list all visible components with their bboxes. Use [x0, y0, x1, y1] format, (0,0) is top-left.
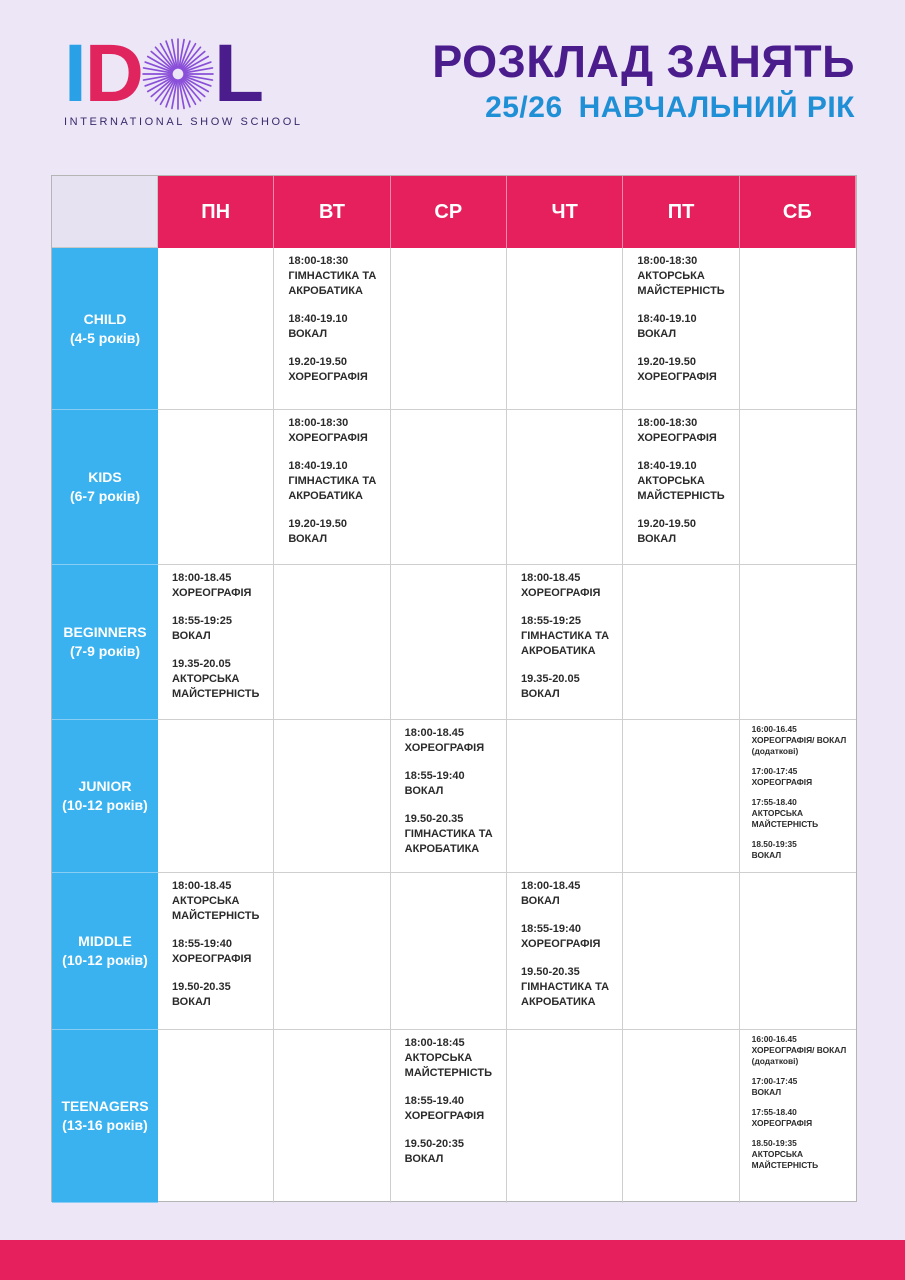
schedule-cell	[391, 720, 507, 873]
academic-year	[432, 88, 855, 128]
lesson-name: ВОКАЛ	[404, 785, 444, 797]
schedule-cell	[740, 248, 856, 410]
schedule-cell	[274, 248, 390, 410]
schedule-cell	[158, 565, 274, 720]
schedule-cell	[507, 873, 623, 1030]
lesson-entry	[288, 517, 379, 547]
schedule-cell	[507, 248, 623, 410]
group-age: (10-12 років)	[62, 952, 148, 968]
schedule-cell	[507, 410, 623, 565]
day-header: ЧТ	[507, 176, 623, 248]
lesson-time: 19.35-20.05	[172, 658, 231, 670]
lesson-entry	[288, 254, 379, 299]
schedule-cell	[391, 410, 507, 565]
lesson-time: 19.20-19.50	[637, 356, 697, 368]
lesson-time: 17:00-17:45	[751, 1076, 798, 1086]
group-name: BEGINNERS	[63, 624, 147, 640]
lesson-name: ХОРЕОГРАФІЯ	[288, 371, 368, 383]
lesson-name: ВОКАЛ	[751, 1087, 782, 1097]
schedule-cell	[507, 720, 623, 873]
schedule-cell	[623, 565, 739, 720]
bottom-bar	[0, 1240, 905, 1280]
schedule-cell	[158, 248, 274, 410]
lesson-entry	[752, 766, 852, 788]
lesson-time: 18:40-19.10	[637, 460, 697, 472]
lesson-time: 18:55-19:25	[521, 615, 581, 627]
schedule-cell	[623, 720, 739, 873]
schedule-cell	[274, 565, 390, 720]
lesson-name: ВОКАЛ	[172, 630, 211, 642]
group-name: JUNIOR	[78, 778, 132, 794]
year-label: 25/26	[485, 91, 563, 124]
lesson-time: 18:40-19.10	[637, 313, 697, 325]
schedule-table	[51, 175, 857, 1202]
lesson-time: 19.20-19.50	[288, 356, 348, 368]
day-header: ПТ	[623, 176, 739, 248]
lesson-name: ГІМНАСТИКА ТА АКРОБАТИКА	[288, 270, 377, 297]
lesson-entry	[172, 937, 263, 967]
lesson-entry	[752, 1138, 852, 1171]
group-teenagers	[52, 1030, 158, 1203]
schedule-cell	[623, 873, 739, 1030]
group-name: TEENAGERS	[61, 1098, 149, 1114]
lesson-name: ХОРЕОГРАФІЯ	[172, 587, 252, 599]
logo-tagline: INTERNATIONAL SHOW SCHOOL	[64, 116, 303, 128]
lesson-entry	[752, 1034, 852, 1067]
day-header: ВТ	[274, 176, 390, 248]
lesson-time: 17:55-18.40	[751, 1107, 797, 1117]
lesson-entry	[637, 517, 728, 547]
group-junior	[52, 720, 158, 873]
lesson-name: ВОКАЛ	[172, 996, 211, 1008]
subtitle-label: НАВЧАЛЬНИЙ РІК	[578, 91, 855, 124]
lesson-name: АКТОРСЬКА МАЙСТЕРНІСТЬ	[637, 475, 725, 502]
lesson-entry	[288, 355, 379, 385]
lesson-name: ХОРЕОГРАФІЯ	[637, 432, 717, 444]
lesson-time: 19.50-20.35	[404, 813, 464, 825]
schedule-cell	[740, 873, 856, 1030]
lesson-name: АКТОРСЬКА МАЙСТЕРНІСТЬ	[637, 270, 725, 297]
lesson-entry	[405, 1094, 496, 1124]
group-beginners	[52, 565, 158, 720]
lesson-time: 18:00-18.45	[172, 572, 232, 584]
lesson-entry	[752, 1107, 852, 1129]
group-age: (10-12 років)	[62, 797, 148, 813]
table-corner	[52, 176, 158, 248]
lesson-entry	[752, 839, 852, 861]
lesson-name: ХОРЕОГРАФІЯ/ ВОКАЛ (додаткові)	[751, 735, 847, 756]
lesson-entry	[637, 416, 728, 446]
schedule-cell	[158, 873, 274, 1030]
lesson-name: АКТОРСЬКА МАЙСТЕРНІСТЬ	[172, 895, 260, 922]
lesson-time: 18:55-19:40	[404, 770, 465, 782]
lesson-name: ХОРЕОГРАФІЯ	[521, 587, 601, 599]
lesson-entry	[521, 672, 612, 702]
lesson-name: ХОРЕОГРАФІЯ	[521, 938, 601, 950]
lesson-name: ХОРЕОГРАФІЯ	[637, 371, 717, 383]
lesson-time: 19.20-19.50	[637, 518, 697, 530]
group-name: MIDDLE	[78, 933, 132, 949]
lesson-name: ХОРЕОГРАФІЯ	[288, 432, 368, 444]
group-name: CHILD	[83, 310, 127, 327]
group-age: (7-9 років)	[69, 643, 141, 659]
lesson-name: ВОКАЛ	[521, 688, 560, 700]
lesson-name: АКТОРСЬКА МАЙСТЕРНІСТЬ	[404, 1052, 493, 1079]
schedule-cell	[158, 410, 274, 565]
lesson-entry	[172, 614, 263, 644]
schedule-cell	[158, 720, 274, 873]
lesson-entry	[752, 724, 852, 757]
logo-letter-l: L	[214, 28, 263, 119]
lesson-name: ГІМНАСТИКА ТА АКРОБАТИКА	[521, 981, 610, 1008]
lesson-entry	[521, 614, 612, 659]
lesson-name: ВОКАЛ	[288, 328, 328, 340]
lesson-name: ВОКАЛ	[637, 328, 677, 340]
schedule-cell	[740, 1030, 856, 1203]
schedule-cell	[158, 1030, 274, 1203]
schedule-cell	[507, 1030, 623, 1203]
logo-letter-i: I	[64, 28, 85, 119]
lesson-time: 17:00-17:45	[751, 766, 798, 776]
lesson-name: ВОКАЛ	[404, 1153, 444, 1165]
lesson-time: 17:55-18.40	[751, 797, 797, 807]
lesson-name: ХОРЕОГРАФІЯ	[751, 1118, 813, 1128]
schedule-cell	[391, 1030, 507, 1203]
lesson-entry	[288, 312, 379, 342]
group-age: (13-16 років)	[62, 1117, 148, 1133]
lesson-entry	[288, 459, 379, 504]
day-header: ПН	[158, 176, 274, 248]
lesson-entry	[172, 657, 263, 702]
lesson-time: 19.35-20.05	[521, 673, 580, 685]
lesson-time: 19.50-20.35	[521, 966, 580, 978]
lesson-name: ХОРЕОГРАФІЯ	[751, 777, 813, 787]
lesson-name: ВОКАЛ	[521, 895, 560, 907]
lesson-time: 18:00-18.45	[172, 880, 232, 892]
lesson-name: ГІМНАСТИКА ТА АКРОБАТИКА	[288, 475, 377, 502]
group-child	[52, 248, 158, 410]
schedule-cell	[740, 720, 856, 873]
lesson-time: 18:40-19.10	[288, 313, 348, 325]
lesson-name: ВОКАЛ	[751, 850, 782, 860]
logo-letter-d: D	[84, 28, 143, 119]
header-title-block	[432, 36, 855, 128]
lesson-entry	[521, 922, 612, 952]
lesson-entry	[405, 812, 496, 857]
group-name: KIDS	[88, 469, 122, 485]
lesson-name: ХОРЕОГРАФІЯ	[404, 742, 485, 754]
lesson-time: 19.50-20:35	[404, 1138, 464, 1150]
lesson-time: 16:00-16.45	[751, 1034, 797, 1044]
lesson-time: 18:00-18.45	[521, 572, 581, 584]
schedule-cell	[623, 410, 739, 565]
lesson-time: 18:00-18:30	[637, 255, 698, 267]
schedule-cell	[740, 565, 856, 720]
lesson-entry	[405, 1036, 496, 1081]
lesson-entry	[405, 1137, 496, 1167]
lesson-entry	[405, 769, 496, 799]
lesson-time: 18.50-19:35	[751, 1138, 797, 1148]
schedule-cell	[740, 410, 856, 565]
lesson-time: 18:00-18.45	[404, 727, 464, 739]
lesson-entry	[521, 571, 612, 601]
lesson-entry	[521, 965, 612, 1010]
lesson-entry	[637, 459, 728, 504]
lesson-time: 18:00-18:30	[288, 255, 349, 267]
lesson-entry	[637, 254, 728, 299]
schedule-cell	[391, 873, 507, 1030]
schedule-cell	[623, 248, 739, 410]
lesson-time: 18:55-19.40	[404, 1095, 464, 1107]
lesson-time: 18:00-18:30	[637, 417, 698, 429]
lesson-entry	[288, 416, 379, 446]
lesson-time: 18:00-18.45	[521, 880, 581, 892]
group-age: (4-5 років)	[69, 329, 141, 346]
group-middle	[52, 873, 158, 1030]
lesson-name: АКТОРСЬКА МАЙСТЕРНІСТЬ	[751, 808, 819, 829]
lesson-time: 18.50-19:35	[751, 839, 797, 849]
lesson-time: 18:40-19.10	[288, 460, 348, 472]
lesson-entry	[172, 571, 263, 601]
lesson-entry	[752, 797, 852, 830]
lesson-entry	[172, 980, 263, 1010]
lesson-entry	[172, 879, 263, 924]
schedule-cell	[391, 248, 507, 410]
group-age: (6-7 років)	[69, 488, 141, 504]
schedule-cell	[623, 1030, 739, 1203]
lesson-time: 16:00-16.45	[751, 724, 797, 734]
schedule-cell	[274, 720, 390, 873]
starburst-logo-icon	[140, 36, 216, 112]
page-title: РОЗКЛАД ЗАНЯТЬ	[432, 36, 855, 87]
lesson-name: ВОКАЛ	[637, 533, 677, 545]
school-logo	[64, 28, 314, 133]
lesson-time: 19.20-19.50	[288, 518, 348, 530]
day-header: СБ	[740, 176, 856, 248]
lesson-time: 18:55-19:40	[521, 923, 581, 935]
lesson-time: 18:55-19:40	[172, 938, 232, 950]
schedule-cell	[274, 1030, 390, 1203]
lesson-name: ХОРЕОГРАФІЯ	[404, 1110, 485, 1122]
lesson-name: ХОРЕОГРАФІЯ	[172, 953, 252, 965]
schedule-cell	[391, 565, 507, 720]
lesson-name: ХОРЕОГРАФІЯ/ ВОКАЛ (додаткові)	[751, 1045, 847, 1066]
lesson-name: ГІМНАСТИКА ТА АКРОБАТИКА	[521, 630, 610, 657]
schedule-cell	[274, 873, 390, 1030]
lesson-entry	[521, 879, 612, 909]
lesson-entry	[637, 355, 728, 385]
lesson-time: 18:00-18:45	[404, 1037, 465, 1049]
schedule-cell	[507, 565, 623, 720]
lesson-name: ГІМНАСТИКА ТА АКРОБАТИКА	[404, 828, 493, 855]
lesson-entry	[405, 726, 496, 756]
lesson-time: 18:00-18:30	[288, 417, 349, 429]
day-header: СР	[391, 176, 507, 248]
schedule-cell	[274, 410, 390, 565]
lesson-entry	[752, 1076, 852, 1098]
lesson-time: 19.50-20.35	[172, 981, 231, 993]
lesson-name: АКТОРСЬКА МАЙСТЕРНІСТЬ	[172, 673, 260, 700]
lesson-name: ВОКАЛ	[288, 533, 328, 545]
lesson-name: АКТОРСЬКА МАЙСТЕРНІСТЬ	[751, 1149, 819, 1170]
lesson-time: 18:55-19:25	[172, 615, 232, 627]
group-kids	[52, 410, 158, 565]
lesson-entry	[637, 312, 728, 342]
